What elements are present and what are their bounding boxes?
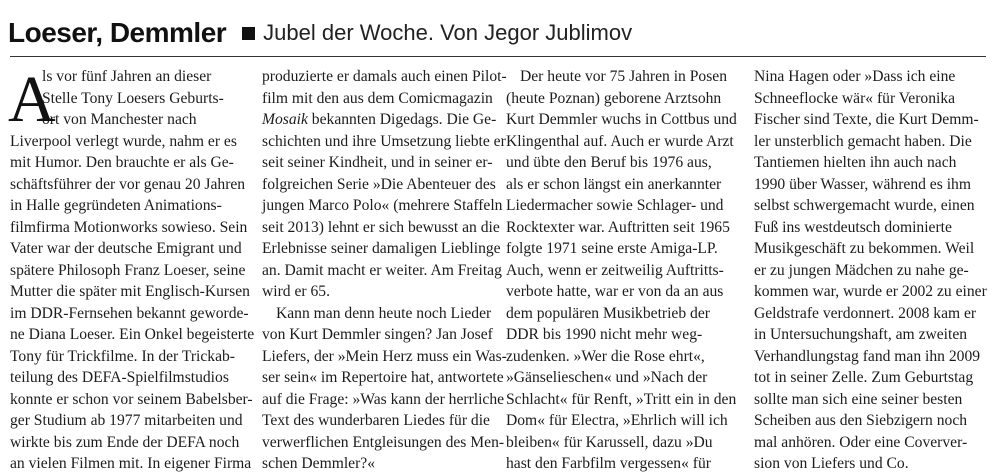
text-line: Nina Hagen oder »Dass ich eine <box>754 68 956 85</box>
text-line: mal anhören. Oder eine Coverver- <box>754 433 968 451</box>
text-line: Liedermacher sowie Schlager- und <box>506 197 724 214</box>
text-line: Schlacht« für Renft, »Tritt ein in den <box>506 390 737 408</box>
text-line <box>262 109 497 131</box>
text-line: teilung des DEFA-Spielfilmstudios <box>10 369 229 386</box>
text-line: Erlebnisse seiner damaligen Lieblinge <box>262 240 501 257</box>
text-line: wird er 65. <box>262 283 330 300</box>
column-1 <box>8 63 255 475</box>
text-line: von Kurt Demmler singen? Jan Josef <box>262 326 493 343</box>
text-line: schen Demmler?« <box>262 455 376 472</box>
text-line: spätere Philosoph Franz Loeser, seine <box>10 261 246 279</box>
text-line: Kann man denn heute noch Lieder <box>276 304 492 322</box>
text-line: Tantiemen hielten ihn auch nach <box>754 154 957 171</box>
text-line: zudenken. »Wer die Rose ehrt«, <box>506 347 705 365</box>
text-line: an vielen Filmen mit. In eigener Firma <box>10 455 252 472</box>
text-line: Musikgeschäft zu bekommen. Weil <box>754 240 975 257</box>
text-line: im DDR-Fernsehen bekannt geworde- <box>10 304 249 322</box>
text-line: (heute Poznan) geborene Arztsohn <box>506 89 722 107</box>
text-line: ser sein« im Repertoire hat, antwortete <box>262 369 504 386</box>
text-line: Scheiben aus den Siebzigern noch <box>754 412 968 429</box>
text-line: »Gänselieschen« und »Nach der <box>506 369 708 386</box>
column-4 <box>754 66 986 475</box>
text-line: seit seiner Kindheit, und in seiner er- <box>262 154 493 171</box>
text-line: Mutter die später mit Englisch-Kursen <box>10 283 250 300</box>
text-line: er zu jungen Mädchen zu nahe ge- <box>754 261 969 279</box>
text-line: seit 2013) lehnt er sich bewusst an die <box>262 218 500 236</box>
header-rule <box>10 56 986 57</box>
text-line: und übte den Beruf bis 1976 aus, <box>506 154 712 171</box>
text-line: als er schon längst ein anerkannter <box>506 175 722 193</box>
column-3 <box>506 66 737 475</box>
text-line: selbst schwergemacht wurde, einen <box>754 197 975 214</box>
text-line: schäftsführer der vor genau 20 Jahren <box>10 175 246 193</box>
text-line: Vater war der deutsche Emigrant und <box>10 240 242 257</box>
text-line: in Halle gegründeten Animations- <box>10 197 222 214</box>
text-line: bleiben« für Karussell, dazu »Du <box>506 433 713 451</box>
text-line: konnte er schon vor seinem Babelsber- <box>10 390 253 408</box>
text-line: Text des wunderbaren Liedes für die <box>262 412 490 429</box>
text-line: sollte man sich eine seiner besten <box>754 390 963 408</box>
article-body <box>0 63 1000 472</box>
text-line: ort von Manchester nach <box>42 111 197 128</box>
text-line: ne Diana Loeser. Ein Onkel begeisterte <box>10 326 255 343</box>
black-square-icon <box>242 27 255 40</box>
article-header <box>8 16 632 50</box>
dropcap: A <box>8 63 56 136</box>
text-line: Verhandlungstag fand man ihn 2009 <box>754 347 981 365</box>
text-line: Dom« für Electra, »Ehrlich will ich <box>506 412 728 429</box>
text-line: jungen Marco Polo« (mehrere Staffeln <box>262 197 503 214</box>
text-line: auf die Frage: »Was kann der herrliche <box>262 390 505 408</box>
text-line: kommen war, wurde er 2002 zu einer <box>754 283 987 300</box>
text-line: schichten und ihre Umsetzung liebte er <box>262 132 506 150</box>
text-line: sion von Liefers und Co. <box>754 455 909 472</box>
text-line: hast den Farbfilm vergessen« für <box>506 455 711 472</box>
text-line: Schneeflocke wär« für Veronika <box>754 89 956 107</box>
column-2 <box>262 66 507 475</box>
text-line: ger Studium ab 1977 mitarbeiten und <box>10 412 243 429</box>
text-line: 1990 über Wasser, während es ihm <box>754 175 971 193</box>
text-line: Geldstrafe verdonnert. 2008 kam er <box>754 304 977 322</box>
text-line: verwerflichen Entgleisungen des Men- <box>262 433 505 451</box>
text-line: filmfirma Motionworks sowieso. Sein <box>10 218 248 236</box>
text-line: Kurt Demmler wuchs in Cottbus und <box>506 111 737 128</box>
text-line: DDR bis 1990 nicht mehr weg- <box>506 326 703 343</box>
text-line: Rocktexter war. Auftritten seit 1965 <box>506 218 730 236</box>
text-line: ls vor fünf Jahren an dieser <box>42 68 212 85</box>
text-line: tot in seiner Zelle. Zum Geburtstag <box>754 369 974 386</box>
text-line: dem populären Musikbetrieb der <box>506 304 710 322</box>
text-line: Der heute vor 75 Jahren in Posen <box>520 68 727 85</box>
text-line: ler unsterblich gemacht haben. Die <box>754 132 972 150</box>
text-line: Fischer sind Texte, die Kurt Demm- <box>754 111 979 128</box>
text-line: Stelle Tony Loesers Geburts- <box>42 89 224 107</box>
text-line: verbote hatte, war er von da an aus <box>506 283 724 300</box>
italic-title: Mosaik <box>262 111 308 128</box>
line-rest: bekannten Digedags. Die Ge- <box>307 111 497 128</box>
text-line: Klingenthal auf. Auch er wurde Arzt <box>506 132 734 150</box>
text-line: Liefers, der »Mein Herz muss ein Was- <box>262 347 507 365</box>
tagline: Jubel der Woche. Von Jegor Jublimov <box>263 20 633 45</box>
text-line: Auch, wenn er zeitweilig Auftritts- <box>506 261 724 279</box>
text-line: produzierte er damals auch einen Pilot- <box>262 68 507 85</box>
text-line: film mit den aus dem Comicmagazin <box>262 89 493 107</box>
text-line: wirkte bis zum Ende der DEFA noch <box>10 433 240 451</box>
text-line: Liverpool verlegt wurde, nahm er es <box>10 132 237 150</box>
text-line: in Untersuchungshaft, am zweiten <box>754 326 968 343</box>
text-line: mit Humor. Den brauchte er als Ge- <box>10 154 234 171</box>
text-line: folgreichen Serie »Die Abenteuer des <box>262 175 496 193</box>
text-line: folgte 1971 seine erste Amiga-LP. <box>506 240 718 257</box>
text-line: Tony für Trickfilme. In der Trickab- <box>10 347 235 365</box>
text-line: an. Damit macht er weiter. Am Freitag <box>262 261 502 279</box>
text-line: Fuß ins westdeutsch dominierte <box>754 218 952 236</box>
headline: Loeser, Demmler <box>8 17 227 48</box>
